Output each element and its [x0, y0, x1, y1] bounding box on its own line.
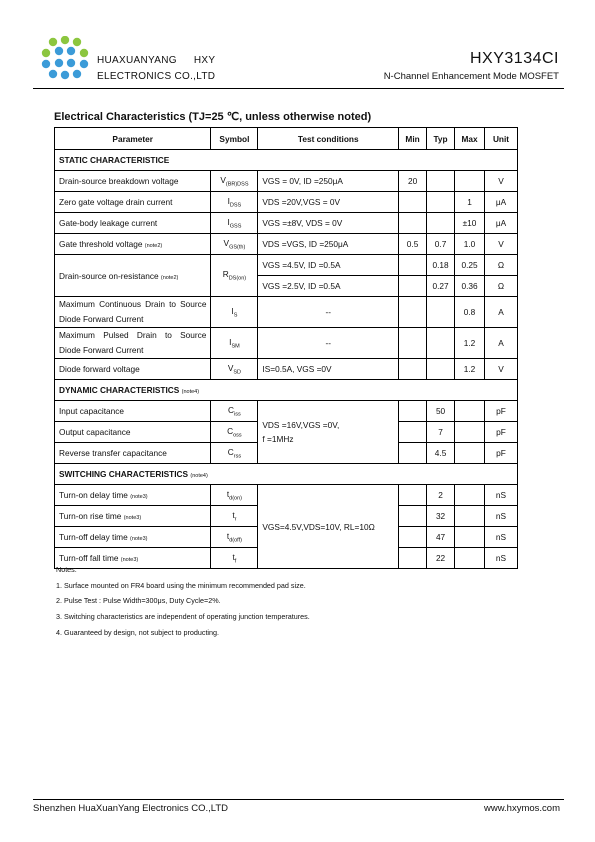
typ: 0.27 [427, 276, 455, 297]
section-title: Electrical Characteristics (TJ=25 ℃, unless otherwise noted) [54, 111, 372, 123]
condition: -- [258, 297, 399, 328]
condition: -- [258, 328, 399, 359]
condition: VGS =±8V, VDS = 0V [258, 213, 399, 234]
section-label: DYNAMIC CHARACTERISTICS (note4) [55, 380, 518, 401]
param: Zero gate voltage drain current [55, 192, 211, 213]
table-row [55, 359, 518, 380]
col-test-conditions: Test conditions [258, 128, 399, 150]
symbol: $C_{iss}$ [211, 401, 258, 422]
param: Turn-off delay time (note3) [55, 527, 211, 548]
footer-company: Shenzhen HuaXuanYang Electronics CO.,LTD [33, 803, 229, 814]
min [399, 276, 427, 297]
min [399, 422, 427, 443]
notes-heading: Notes: [56, 565, 77, 574]
footer-website: www.hxymos.com [483, 803, 560, 814]
symbol: $C_{rss}$ [211, 443, 258, 464]
param: Gate threshold voltage (note2) [55, 234, 211, 255]
typ [427, 328, 455, 359]
condition: VDS =16V,VGS =0V, f =1MHz [258, 401, 399, 464]
condition: VGS = 0V, ID =250μA [258, 171, 399, 192]
electrical-characteristics-table [54, 127, 518, 569]
table-row [55, 192, 518, 213]
max [455, 422, 485, 443]
unit: V [485, 171, 518, 192]
notes [56, 562, 310, 641]
max [455, 527, 485, 548]
section-row-switching [55, 464, 518, 485]
typ [427, 213, 455, 234]
typ: 7 [427, 422, 455, 443]
symbol: $V_{SD}$ [211, 359, 258, 380]
max: 0.8 [455, 297, 485, 328]
unit: pF [485, 422, 518, 443]
param: Maximum Pulsed Drain to Source Diode Forward Current [55, 328, 211, 359]
unit: V [485, 234, 518, 255]
note-item: 2. Pulse Test : Pulse Width=300μs, Duty Cycle=2%. [56, 596, 221, 606]
table-header-row [55, 128, 518, 150]
condition: VGS =2.5V, ID =0.5A [258, 276, 399, 297]
typ: 47 [427, 527, 455, 548]
symbol: $I_{GSS}$ [211, 213, 258, 234]
unit: pF [485, 443, 518, 464]
unit: A [485, 297, 518, 328]
param: Turn-on rise time (note3) [55, 506, 211, 527]
max: 0.36 [455, 276, 485, 297]
min [399, 359, 427, 380]
typ [427, 359, 455, 380]
table-row [55, 255, 518, 276]
unit: nS [485, 548, 518, 569]
device-description: N-Channel Enhancement Mode MOSFET [383, 71, 559, 82]
typ: 2 [427, 485, 455, 506]
symbol: $R_{DS(on)}$ [211, 255, 258, 297]
symbol: $I_{DSS}$ [211, 192, 258, 213]
unit: V [485, 359, 518, 380]
typ: 0.18 [427, 255, 455, 276]
max [455, 443, 485, 464]
typ [427, 297, 455, 328]
max: 1 [455, 192, 485, 213]
max: 1.0 [455, 234, 485, 255]
header-divider [33, 88, 564, 89]
unit: nS [485, 506, 518, 527]
col-symbol: Symbol [211, 128, 258, 150]
section-label: STATIC CHARACTERISTICE [55, 150, 518, 171]
table-row [55, 485, 518, 506]
col-max: Max [455, 128, 485, 150]
symbol: $t_{d(off)}$ [211, 527, 258, 548]
max [455, 171, 485, 192]
symbol: $I_{SM}$ [211, 328, 258, 359]
min [399, 443, 427, 464]
footer-divider [33, 799, 564, 800]
condition: VGS =4.5V, ID =0.5A [258, 255, 399, 276]
param: Turn-on delay time (note3) [55, 485, 211, 506]
table-row [55, 401, 518, 422]
param: Diode forward voltage [55, 359, 211, 380]
condition: VGS=4.5V,VDS=10V, RL=10Ω [258, 485, 399, 569]
unit: nS [485, 485, 518, 506]
col-parameter: Parameter [55, 128, 211, 150]
unit: pF [485, 401, 518, 422]
min [399, 401, 427, 422]
part-number: HXY3134CI [470, 50, 559, 67]
table-row [55, 234, 518, 255]
param: Drain-source breakdown voltage [55, 171, 211, 192]
param: Input capacitance [55, 401, 211, 422]
table-row [55, 297, 518, 328]
typ: 4.5 [427, 443, 455, 464]
col-min: Min [399, 128, 427, 150]
typ [427, 171, 455, 192]
max [455, 485, 485, 506]
symbol: $t_f$ [211, 548, 258, 569]
note-item: 3. Switching characteristics are independent of operating junction temperatures. [56, 612, 310, 622]
symbol: $C_{oss}$ [211, 422, 258, 443]
unit: μA [485, 192, 518, 213]
min [399, 548, 427, 569]
company-line-1: HUAXUANYANG HXY [97, 55, 216, 66]
max: 0.25 [455, 255, 485, 276]
company-name [97, 53, 215, 85]
typ: 50 [427, 401, 455, 422]
section-label: SWITCHING CHARACTERISTICS (note4) [55, 464, 518, 485]
min [399, 485, 427, 506]
col-typ: Typ [427, 128, 455, 150]
max: 1.2 [455, 359, 485, 380]
symbol: $V_{(BR)DSS}$ [211, 171, 258, 192]
table-row [55, 328, 518, 359]
condition: VDS =VGS, ID =250μA [258, 234, 399, 255]
max: ±10 [455, 213, 485, 234]
col-unit: Unit [485, 128, 518, 150]
min [399, 255, 427, 276]
min [399, 213, 427, 234]
company-line-2: ELECTRONICS CO.,LTD [97, 71, 216, 82]
min: 20 [399, 171, 427, 192]
typ: 22 [427, 548, 455, 569]
symbol: $I_S$ [211, 297, 258, 328]
min [399, 527, 427, 548]
min [399, 297, 427, 328]
max: 1.2 [455, 328, 485, 359]
symbol: $t_{d(on)}$ [211, 485, 258, 506]
max [455, 548, 485, 569]
typ [427, 192, 455, 213]
param: Drain-source on-resistance (note2) [55, 255, 211, 297]
condition: VDS =20V,VGS = 0V [258, 192, 399, 213]
param: Maximum Continuous Drain to Source Diode Forward Current [55, 297, 211, 328]
unit: Ω [485, 276, 518, 297]
min [399, 192, 427, 213]
min [399, 506, 427, 527]
symbol: $V_{GS(th)}$ [211, 234, 258, 255]
note-item: 1. Surface mounted on FR4 board using the minimum recommended pad size. [56, 580, 306, 590]
section-row-dynamic [55, 380, 518, 401]
company-logo [40, 36, 90, 82]
unit: μA [485, 213, 518, 234]
min: 0.5 [399, 234, 427, 255]
condition: IS=0.5A, VGS =0V [258, 359, 399, 380]
typ: 0.7 [427, 234, 455, 255]
table-row [55, 171, 518, 192]
max [455, 506, 485, 527]
max [455, 401, 485, 422]
unit: Ω [485, 255, 518, 276]
symbol: $t_r$ [211, 506, 258, 527]
note-item: 4. Guaranteed by design, not subject to producting. [56, 627, 220, 637]
param: Reverse transfer capacitance [55, 443, 211, 464]
param: Gate-body leakage current [55, 213, 211, 234]
table-row [55, 213, 518, 234]
min [399, 328, 427, 359]
param: Turn-off fall time (note3) [55, 548, 211, 569]
typ: 32 [427, 506, 455, 527]
unit: nS [485, 527, 518, 548]
unit: A [485, 328, 518, 359]
param: Output capacitance [55, 422, 211, 443]
section-row-static [55, 150, 518, 171]
